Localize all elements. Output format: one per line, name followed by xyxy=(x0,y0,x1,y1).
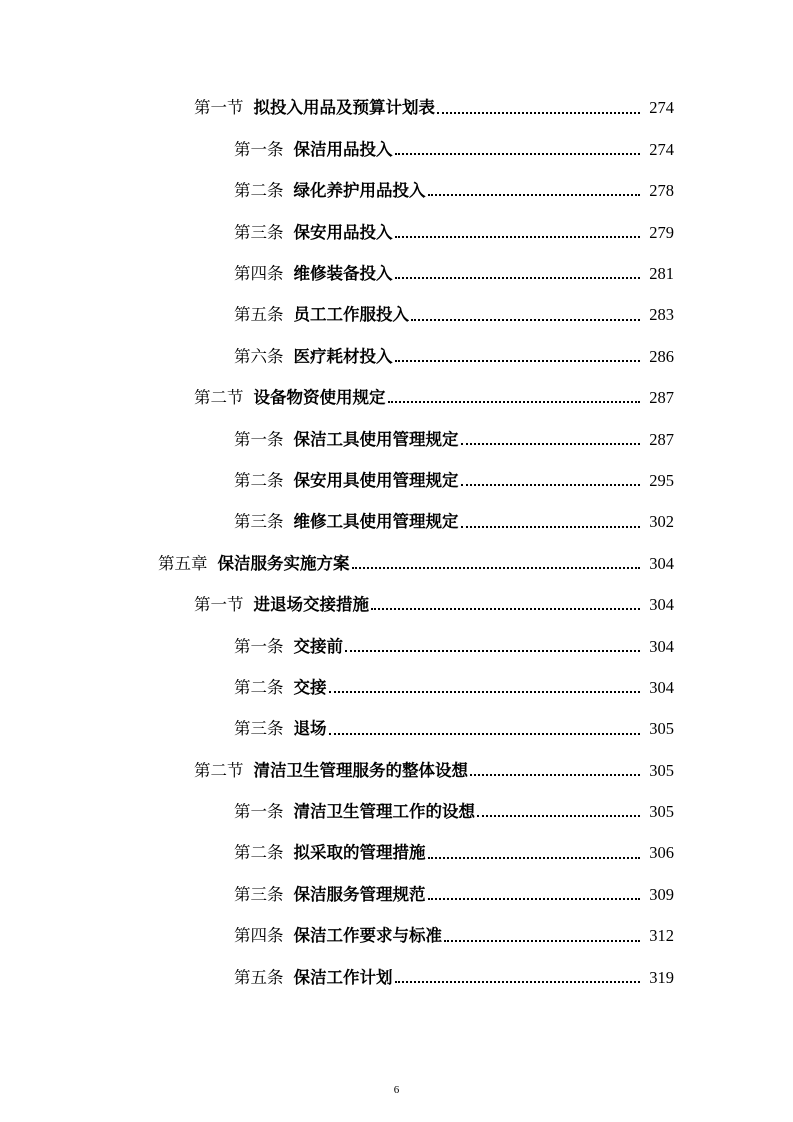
toc-leader-dots xyxy=(388,389,641,403)
toc-entry[interactable] xyxy=(0,419,793,460)
toc-leader-dots xyxy=(461,514,641,528)
toc-entry-number: 第一条 xyxy=(234,139,284,159)
toc-leader-dots xyxy=(437,100,640,114)
toc-entry-title: 交接 xyxy=(293,677,327,697)
toc-entry[interactable] xyxy=(0,833,793,874)
toc-entry-number: 第三条 xyxy=(234,884,284,904)
toc-entry-title: 保安用品投入 xyxy=(293,222,393,242)
toc-entry[interactable] xyxy=(0,792,793,833)
toc-entry-number: 第三条 xyxy=(234,222,284,242)
toc-entry-page: 278 xyxy=(649,181,674,201)
toc-entry[interactable] xyxy=(0,88,793,129)
toc-entry-title: 设备物资使用规定 xyxy=(253,388,386,408)
toc-entry-page: 302 xyxy=(649,512,674,532)
toc-entry-page: 274 xyxy=(649,98,674,118)
toc-entry[interactable] xyxy=(0,667,793,708)
toc-entry[interactable] xyxy=(0,502,793,543)
toc-entry-number: 第二条 xyxy=(234,677,284,697)
toc-entry[interactable] xyxy=(0,336,793,377)
toc-entry-title: 维修工具使用管理规定 xyxy=(293,512,459,532)
toc-entry[interactable] xyxy=(0,626,793,667)
toc-entry-number: 第六条 xyxy=(234,346,284,366)
toc-leader-dots xyxy=(428,886,641,900)
toc-leader-dots xyxy=(352,555,641,569)
toc-entry-number: 第二条 xyxy=(234,843,284,863)
toc-entry-number: 第一条 xyxy=(234,429,284,449)
toc-entry-number: 第一节 xyxy=(194,595,244,615)
toc-entry[interactable] xyxy=(0,957,793,998)
toc-entry-number: 第三条 xyxy=(234,512,284,532)
toc-entry-page: 304 xyxy=(649,553,674,573)
toc-entry[interactable] xyxy=(0,254,793,295)
toc-entry-title: 维修装备投入 xyxy=(293,264,393,283)
toc-leader-dots xyxy=(395,265,641,279)
toc-entry-number: 第四条 xyxy=(234,926,284,946)
toc-entry-number: 第一条 xyxy=(234,802,284,822)
toc-leader-dots xyxy=(329,679,641,693)
toc-leader-dots xyxy=(345,638,640,652)
toc-entry-title: 医疗耗材投入 xyxy=(293,346,393,366)
toc-entry-title: 保安用具使用管理规定 xyxy=(293,470,459,490)
toc-entry-number: 第一节 xyxy=(194,98,244,118)
toc-entry-page: 287 xyxy=(649,429,674,449)
toc-entry[interactable] xyxy=(0,750,793,791)
toc-leader-dots xyxy=(371,596,640,610)
toc-entry-number: 第三条 xyxy=(234,719,284,739)
toc-entry-page: 305 xyxy=(649,719,674,739)
toc-leader-dots xyxy=(395,141,641,155)
toc-entry[interactable] xyxy=(0,916,793,957)
toc-entry-page: 304 xyxy=(649,677,674,697)
toc-leader-dots xyxy=(428,182,641,196)
toc-entry-page: 312 xyxy=(649,926,674,946)
toc-entry[interactable] xyxy=(0,378,793,419)
toc-entry-title: 保洁服务管理规范 xyxy=(293,884,426,904)
toc-entry-title: 保洁工作要求与标准 xyxy=(293,926,442,946)
toc-entry-title: 交接前 xyxy=(293,636,343,656)
toc-leader-dots xyxy=(461,472,641,486)
toc-entry-page: 305 xyxy=(649,760,674,780)
toc-entry[interactable] xyxy=(0,171,793,212)
toc-entry-title: 绿化养护用品投入 xyxy=(293,181,426,201)
page-number: 6 xyxy=(393,1084,400,1096)
toc-entry-number: 第四条 xyxy=(234,264,284,283)
toc-leader-dots xyxy=(395,969,641,983)
toc-entry-page: 274 xyxy=(649,139,674,159)
toc-entry[interactable] xyxy=(0,874,793,915)
toc-entry-title: 拟采取的管理措施 xyxy=(293,843,426,863)
toc-leader-dots xyxy=(470,762,640,776)
toc-leader-dots xyxy=(395,224,641,238)
toc-entry-page: 281 xyxy=(649,264,674,283)
toc-entry-number: 第二节 xyxy=(194,760,244,780)
toc-entry-title: 员工工作服投入 xyxy=(293,305,409,325)
toc-leader-dots xyxy=(461,431,641,445)
toc-entry-page: 283 xyxy=(649,305,674,325)
toc-entry-page: 306 xyxy=(649,843,674,863)
toc-leader-dots xyxy=(395,348,641,362)
toc-entry[interactable] xyxy=(0,129,793,170)
toc-entry-page: 286 xyxy=(649,346,674,366)
toc-entry-title: 保洁工作计划 xyxy=(293,967,393,987)
toc-leader-dots xyxy=(428,845,641,859)
toc-entry-number: 第五章 xyxy=(158,553,208,573)
toc-entry[interactable] xyxy=(0,543,793,584)
toc-leader-dots xyxy=(329,721,641,735)
toc-entry[interactable] xyxy=(0,295,793,336)
toc-leader-dots xyxy=(444,928,640,942)
toc-entry-title: 进退场交接措施 xyxy=(253,595,369,615)
toc-entry[interactable] xyxy=(0,212,793,253)
toc-entry-title: 保洁工具使用管理规定 xyxy=(293,429,459,449)
toc-entry-title: 拟投入用品及预算计划表 xyxy=(253,98,435,118)
toc-entry[interactable] xyxy=(0,709,793,750)
toc-leader-dots xyxy=(411,307,640,321)
toc-entry-number: 第五条 xyxy=(234,967,284,987)
toc-entry-page: 304 xyxy=(649,595,674,615)
toc-entry-page: 304 xyxy=(649,636,674,656)
toc-entry-page: 319 xyxy=(649,967,674,987)
toc-entry-number: 第五条 xyxy=(234,305,284,325)
toc-entry-title: 保洁用品投入 xyxy=(293,139,393,159)
toc-entry-page: 295 xyxy=(649,470,674,490)
toc-entry[interactable] xyxy=(0,461,793,502)
toc-entry-page: 309 xyxy=(649,884,674,904)
toc-entry-number: 第一条 xyxy=(234,636,284,656)
toc-entry-title: 保洁服务实施方案 xyxy=(217,553,350,573)
table-of-contents xyxy=(0,88,793,999)
toc-entry[interactable] xyxy=(0,585,793,626)
toc-entry-number: 第二条 xyxy=(234,181,284,201)
toc-entry-number: 第二条 xyxy=(234,470,284,490)
toc-entry-title: 清洁卫生管理服务的整体设想 xyxy=(253,760,468,780)
toc-entry-page: 305 xyxy=(649,802,674,822)
toc-entry-page: 287 xyxy=(649,388,674,408)
toc-leader-dots xyxy=(477,803,640,817)
toc-entry-title: 退场 xyxy=(293,719,327,739)
toc-entry-number: 第二节 xyxy=(194,388,244,408)
toc-entry-title: 清洁卫生管理工作的设想 xyxy=(293,802,475,822)
toc-entry-page: 279 xyxy=(649,222,674,242)
